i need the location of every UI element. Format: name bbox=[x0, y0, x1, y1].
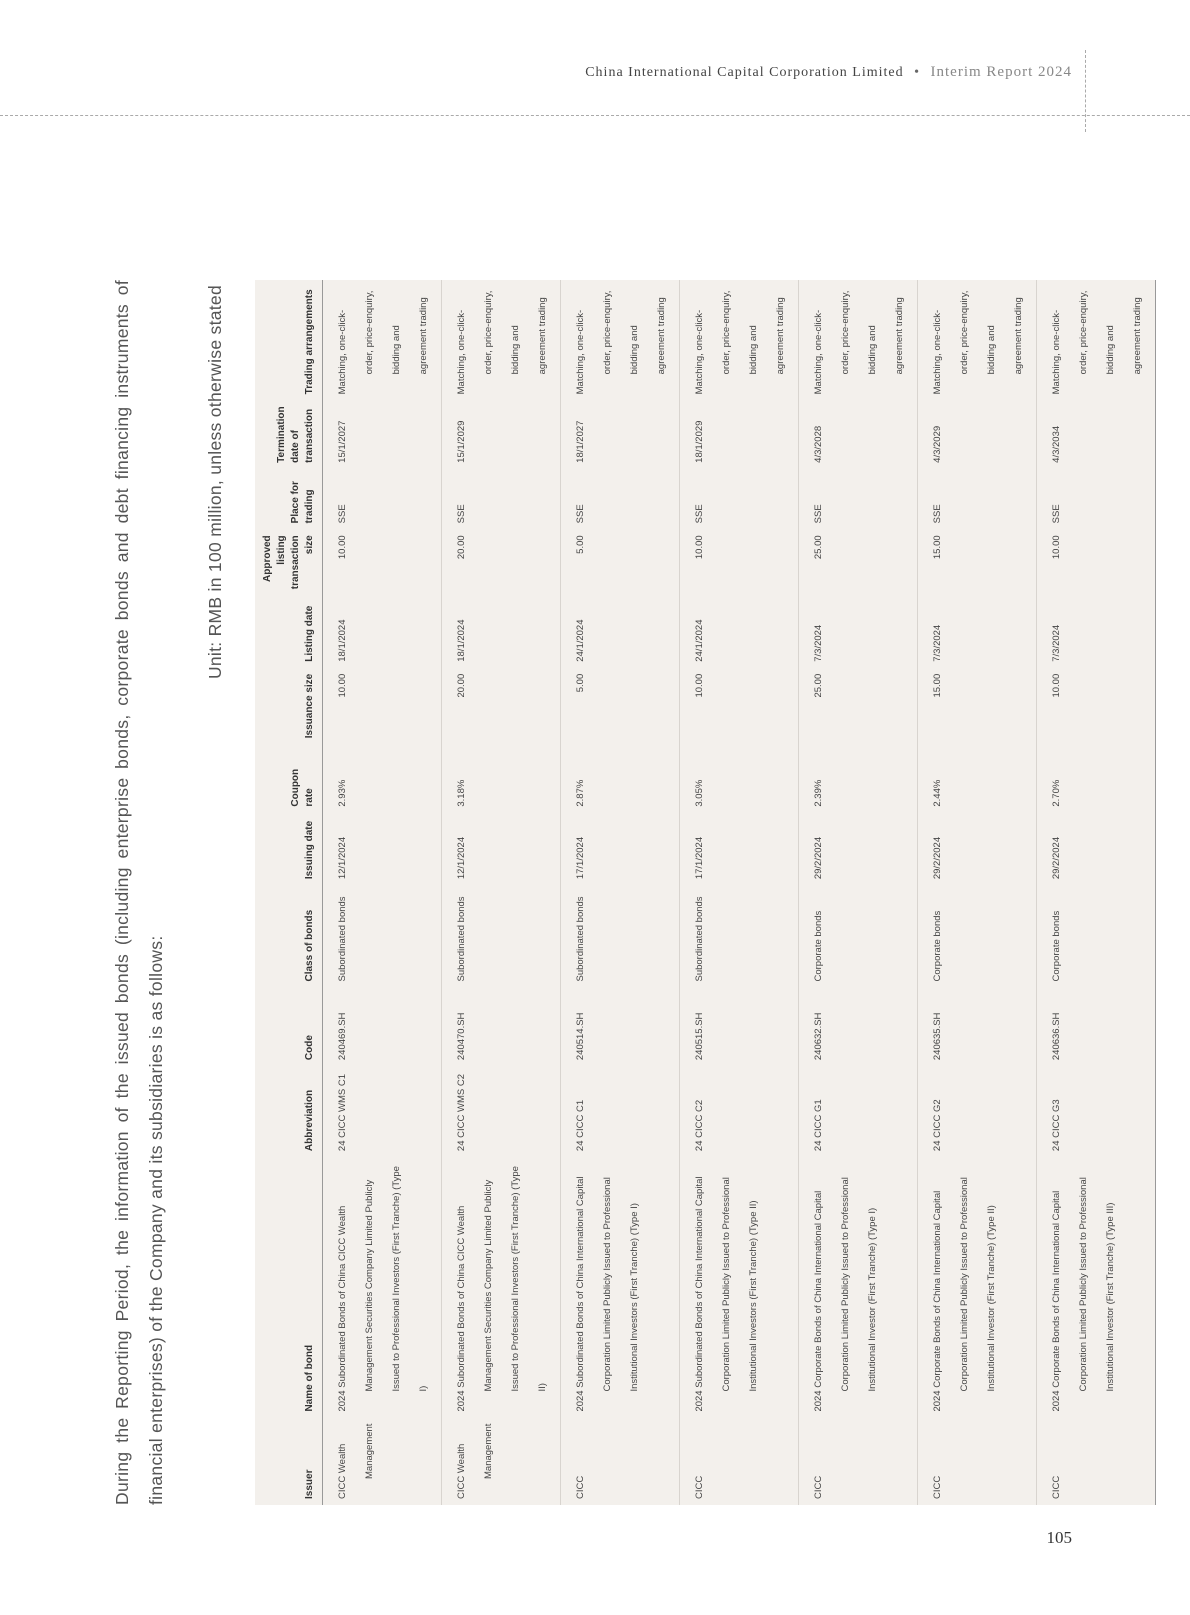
col-header-abbreviation: Abbreviation bbox=[255, 1066, 323, 1157]
cell-code: 240514.SH bbox=[561, 988, 680, 1067]
table-row bbox=[323, 280, 442, 1505]
cell-name: 2024 Corporate Bonds of China International Capital Corporation Limited Publicly Issued to Professional Institutional Investor (First Tranche) (Type II) bbox=[918, 1157, 1037, 1417]
cell-name: 2024 Subordinated Bonds of China CICC Wealth Management Securities Company Limited Publicly Issued to Professional Investors (First Tranche) (Type I) bbox=[323, 1157, 442, 1417]
cell-code: 240470.SH bbox=[442, 988, 561, 1067]
cell-coupon-rate: 2.70% bbox=[1037, 746, 1156, 812]
running-header bbox=[585, 64, 1072, 81]
cell-trading: Matching, one-click-order, price-enquiry, bidding and agreement trading bbox=[680, 280, 799, 400]
cell-issuing-date: 17/1/2024 bbox=[680, 813, 799, 886]
col-header-termination: Termination date of transaction bbox=[255, 400, 323, 468]
table-row bbox=[1037, 280, 1156, 1505]
col-header-listing-date: Listing date bbox=[255, 595, 323, 668]
cell-code: 240469.SH bbox=[323, 988, 442, 1067]
col-header-coupon-rate: Coupon rate bbox=[255, 746, 323, 812]
cell-issuance-size: 15.00 bbox=[918, 668, 1037, 746]
cell-listing-date: 18/1/2024 bbox=[323, 595, 442, 668]
cell-place: SSE bbox=[799, 469, 918, 529]
cell-termination: 4/3/2034 bbox=[1037, 400, 1156, 468]
col-header-issuing-date: Issuing date bbox=[255, 813, 323, 886]
cell-code: 240515.SH bbox=[680, 988, 799, 1067]
intro-paragraph: During the Reporting Period, the information of the issued bonds (including enterprise bonds, corporate bonds and debt financing instruments of financial enterprises) of the Company and its subsidiaries is as follows: bbox=[112, 280, 166, 1505]
cell-name: 2024 Corporate Bonds of China International Capital Corporation Limited Publicly Issued to Professional Institutional Investor (First Tranche) (Type III) bbox=[1037, 1157, 1156, 1417]
col-header-code: Code bbox=[255, 988, 323, 1067]
cell-issuer: CICC bbox=[680, 1418, 799, 1505]
cell-coupon-rate: 3.05% bbox=[680, 746, 799, 812]
cell-class: Subordinated bonds bbox=[323, 885, 442, 987]
cell-approved-size: 15.00 bbox=[918, 529, 1037, 595]
col-header-trading: Trading arrangements bbox=[255, 280, 323, 400]
cell-coupon-rate: 3.18% bbox=[442, 746, 561, 812]
cell-issuance-size: 10.00 bbox=[323, 668, 442, 746]
cell-issuance-size: 25.00 bbox=[799, 668, 918, 746]
cell-issuer: CICC Wealth Management bbox=[442, 1418, 561, 1505]
cell-name: 2024 Subordinated Bonds of China CICC Wealth Management Securities Company Limited Publicly Issued to Professional Investors (First Tranche) (Type II) bbox=[442, 1157, 561, 1417]
cell-place: SSE bbox=[680, 469, 799, 529]
cell-name: 2024 Subordinated Bonds of China International Capital Corporation Limited Publicly Issued to Professional Institutional Investors (First Tranche) (Type I) bbox=[561, 1157, 680, 1417]
col-header-approved-size: Approved listing transaction size bbox=[255, 529, 323, 595]
bond-table bbox=[255, 280, 1156, 1505]
cell-termination: 4/3/2029 bbox=[918, 400, 1037, 468]
table-header-row bbox=[255, 280, 323, 1505]
cell-class: Corporate bonds bbox=[918, 885, 1037, 987]
cell-termination: 18/1/2029 bbox=[680, 400, 799, 468]
rotated-page-content bbox=[105, 280, 1143, 1505]
cell-listing-date: 7/3/2024 bbox=[918, 595, 1037, 668]
page-number: 105 bbox=[1046, 1528, 1072, 1547]
cell-class: Corporate bonds bbox=[1037, 885, 1156, 987]
cell-listing-date: 18/1/2024 bbox=[442, 595, 561, 668]
cell-abbreviation: 24 CICC WMS C2 bbox=[442, 1066, 561, 1157]
cell-issuer: CICC bbox=[799, 1418, 918, 1505]
cell-approved-size: 10.00 bbox=[323, 529, 442, 595]
header-vertical-divider bbox=[1085, 50, 1086, 132]
cell-listing-date: 24/1/2024 bbox=[561, 595, 680, 668]
header-separator: • bbox=[914, 65, 921, 80]
cell-issuing-date: 29/2/2024 bbox=[1037, 813, 1156, 886]
cell-place: SSE bbox=[323, 469, 442, 529]
cell-coupon-rate: 2.87% bbox=[561, 746, 680, 812]
cell-class: Subordinated bonds bbox=[442, 885, 561, 987]
cell-approved-size: 10.00 bbox=[1037, 529, 1156, 595]
cell-place: SSE bbox=[918, 469, 1037, 529]
cell-trading: Matching, one-click-order, price-enquiry, bidding and agreement trading bbox=[799, 280, 918, 400]
cell-issuer: CICC bbox=[918, 1418, 1037, 1505]
cell-place: SSE bbox=[561, 469, 680, 529]
cell-issuance-size: 20.00 bbox=[442, 668, 561, 746]
cell-coupon-rate: 2.44% bbox=[918, 746, 1037, 812]
cell-place: SSE bbox=[442, 469, 561, 529]
cell-termination: 15/1/2027 bbox=[323, 400, 442, 468]
cell-issuing-date: 12/1/2024 bbox=[323, 813, 442, 886]
cell-abbreviation: 24 CICC WMS C1 bbox=[323, 1066, 442, 1157]
cell-issuing-date: 12/1/2024 bbox=[442, 813, 561, 886]
table-row bbox=[442, 280, 561, 1505]
cell-abbreviation: 24 CICC G2 bbox=[918, 1066, 1037, 1157]
cell-code: 240632.SH bbox=[799, 988, 918, 1067]
col-header-issuance-size: Issuance size bbox=[255, 668, 323, 746]
cell-trading: Matching, one-click-order, price-enquiry, bidding and agreement trading bbox=[323, 280, 442, 400]
cell-issuer: CICC Wealth Management bbox=[323, 1418, 442, 1505]
cell-issuer: CICC bbox=[1037, 1418, 1156, 1505]
report-title: Interim Report 2024 bbox=[930, 64, 1072, 80]
cell-approved-size: 25.00 bbox=[799, 529, 918, 595]
table-row bbox=[680, 280, 799, 1505]
col-header-name: Name of bond bbox=[255, 1157, 323, 1417]
table-row bbox=[918, 280, 1037, 1505]
table-row bbox=[561, 280, 680, 1505]
cell-coupon-rate: 2.93% bbox=[323, 746, 442, 812]
cell-class: Subordinated bonds bbox=[680, 885, 799, 987]
table-row bbox=[799, 280, 918, 1505]
col-header-place: Place for trading bbox=[255, 469, 323, 529]
cell-trading: Matching, one-click-order, price-enquiry, bidding and agreement trading bbox=[918, 280, 1037, 400]
cell-name: 2024 Subordinated Bonds of China International Capital Corporation Limited Publicly Issued to Professional Institutional Investors (First Tranche) (Type II) bbox=[680, 1157, 799, 1417]
cell-name: 2024 Corporate Bonds of China International Capital Corporation Limited Publicly Issued to Professional Institutional Investor (First Tranche) (Type I) bbox=[799, 1157, 918, 1417]
cell-issuer: CICC bbox=[561, 1418, 680, 1505]
cell-approved-size: 5.00 bbox=[561, 529, 680, 595]
cell-code: 240635.SH bbox=[918, 988, 1037, 1067]
header-divider bbox=[0, 115, 1190, 116]
cell-coupon-rate: 2.39% bbox=[799, 746, 918, 812]
company-name: China International Capital Corporation Limited bbox=[585, 65, 904, 80]
cell-approved-size: 10.00 bbox=[680, 529, 799, 595]
cell-termination: 15/1/2029 bbox=[442, 400, 561, 468]
cell-approved-size: 20.00 bbox=[442, 529, 561, 595]
col-header-class: Class of bonds bbox=[255, 885, 323, 987]
cell-abbreviation: 24 CICC C1 bbox=[561, 1066, 680, 1157]
cell-issuing-date: 17/1/2024 bbox=[561, 813, 680, 886]
cell-place: SSE bbox=[1037, 469, 1156, 529]
cell-listing-date: 7/3/2024 bbox=[1037, 595, 1156, 668]
cell-termination: 4/3/2028 bbox=[799, 400, 918, 468]
col-header-issuer: Issuer bbox=[255, 1418, 323, 1505]
cell-issuance-size: 10.00 bbox=[680, 668, 799, 746]
cell-issuing-date: 29/2/2024 bbox=[799, 813, 918, 886]
cell-trading: Matching, one-click-order, price-enquiry, bidding and agreement trading bbox=[561, 280, 680, 400]
cell-issuance-size: 5.00 bbox=[561, 668, 680, 746]
cell-issuance-size: 10.00 bbox=[1037, 668, 1156, 746]
cell-listing-date: 24/1/2024 bbox=[680, 595, 799, 668]
cell-termination: 18/1/2027 bbox=[561, 400, 680, 468]
cell-trading: Matching, one-click-order, price-enquiry, bidding and agreement trading bbox=[1037, 280, 1156, 400]
unit-note: Unit: RMB in 100 million, unless otherwise stated bbox=[205, 285, 225, 680]
cell-abbreviation: 24 CICC G1 bbox=[799, 1066, 918, 1157]
cell-abbreviation: 24 CICC G3 bbox=[1037, 1066, 1156, 1157]
cell-issuing-date: 29/2/2024 bbox=[918, 813, 1037, 886]
cell-class: Subordinated bonds bbox=[561, 885, 680, 987]
bond-table-container bbox=[255, 280, 1156, 1505]
cell-abbreviation: 24 CICC C2 bbox=[680, 1066, 799, 1157]
cell-listing-date: 7/3/2024 bbox=[799, 595, 918, 668]
cell-code: 240636.SH bbox=[1037, 988, 1156, 1067]
cell-trading: Matching, one-click-order, price-enquiry, bidding and agreement trading bbox=[442, 280, 561, 400]
cell-class: Corporate bonds bbox=[799, 885, 918, 987]
